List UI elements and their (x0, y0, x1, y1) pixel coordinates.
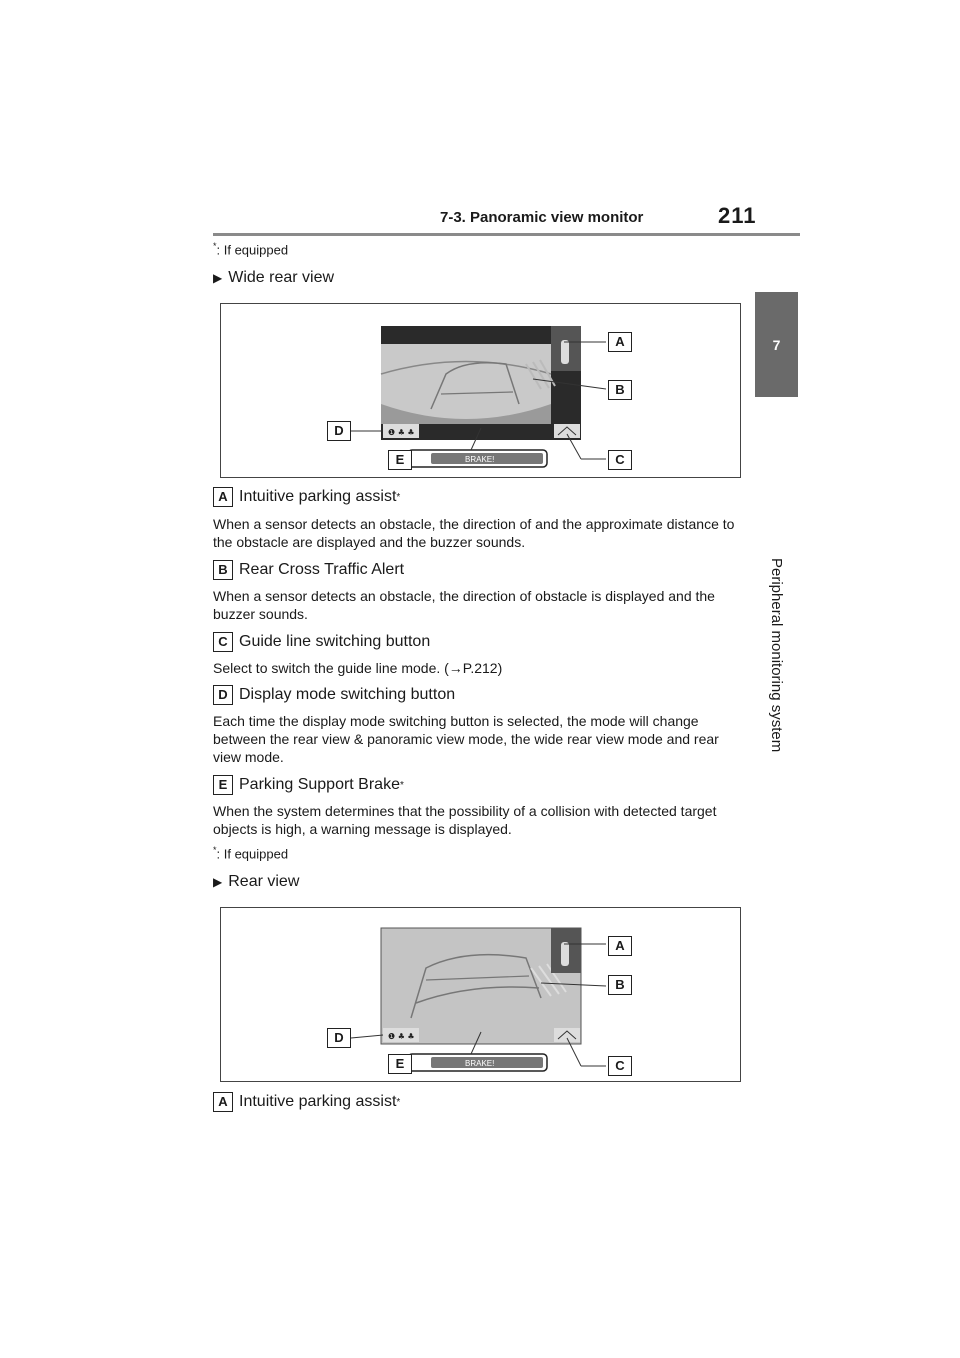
guide-line-button (554, 424, 580, 438)
wide-rear-view-figure (220, 303, 741, 478)
bottom-item-a-title: Intuitive parking assist (239, 1093, 397, 1110)
rear-view-heading (213, 873, 299, 891)
svg-text:❶ ♣ ♣: ❶ ♣ ♣ (388, 428, 415, 437)
callout-e: E (388, 1054, 412, 1074)
bullet-arrow-icon: ▶ (213, 271, 223, 285)
chapter-title: Peripheral monitoring system (768, 558, 785, 753)
footnote-text: : If equipped (216, 242, 289, 258)
footnote-2-text: : If equipped (216, 846, 289, 862)
callout-c: C (608, 1056, 632, 1076)
item-c-heading (213, 632, 430, 652)
rear-view-label: Rear view (228, 873, 300, 890)
footnote-marker: * (213, 241, 217, 251)
item-e-description: When the system determines that the possibility of a collision with detected target objects is high, a warning message is displayed. (213, 803, 717, 837)
item-e-asterisk: * (399, 779, 404, 791)
item-a-heading (213, 487, 400, 507)
item-b-badge: B (213, 560, 233, 580)
item-a-title: Intuitive parking assist (239, 488, 397, 505)
item-a-asterisk: * (396, 491, 401, 503)
rear-view-figure (220, 907, 741, 1082)
footnote-2 (213, 845, 288, 861)
item-c-title: Guide line switching button (239, 633, 431, 650)
page-number: 211 (718, 203, 757, 228)
bottom-item-a-badge: A (213, 1092, 233, 1112)
item-c-description (213, 659, 748, 677)
callout-b: B (608, 975, 632, 995)
svg-text:❶ ♣ ♣: ❶ ♣ ♣ (388, 1032, 415, 1041)
brake-warning-label: BRAKE! (465, 1059, 495, 1068)
footnote-2-marker: * (213, 845, 217, 855)
item-d-heading (213, 685, 455, 705)
item-c-desc-suffix: ) (497, 660, 503, 676)
bullet-arrow-icon: ▶ (213, 875, 223, 889)
item-b-description: When a sensor detects an obstacle, the direction of obstacle is displayed and the buzzer sounds. (213, 588, 715, 622)
wide-rear-view-illustration (221, 304, 740, 477)
item-e-title: Parking Support Brake (239, 776, 400, 793)
page-reference-link[interactable]: P.212 (462, 660, 498, 676)
bottom-item-a-heading (213, 1092, 400, 1112)
callout-d: D (327, 421, 351, 441)
callout-e: E (388, 450, 412, 470)
wide-rear-view-heading (213, 269, 334, 287)
item-c-desc-prefix: Select to switch the guide line mode. ( (213, 660, 449, 676)
callout-a: A (608, 332, 632, 352)
item-d-description: Each time the display mode switching button is selected, the mode will change between the rear view & panoramic view mode, the wide rear view mode and rear view mode. (213, 713, 719, 765)
callout-b: B (608, 380, 632, 400)
item-d-badge: D (213, 685, 233, 705)
callout-d: D (327, 1028, 351, 1048)
item-a-badge: A (213, 487, 233, 507)
footnote (213, 241, 288, 257)
chapter-tab (755, 292, 798, 397)
callout-c: C (608, 450, 632, 470)
item-b-title: Rear Cross Traffic Alert (239, 561, 405, 578)
item-e-badge: E (213, 775, 233, 795)
chapter-number: 7 (772, 336, 781, 353)
brake-warning-label: BRAKE! (465, 455, 495, 464)
item-e-heading (213, 775, 404, 795)
header-rule (213, 233, 800, 236)
guide-line-button (554, 1028, 580, 1042)
item-c-badge: C (213, 632, 233, 652)
arrow-right-icon: → (448, 660, 463, 676)
item-b-heading (213, 560, 404, 580)
item-a-description: When a sensor detects an obstacle, the direction of and the approximate distance to the obstacle are displayed and the buzzer sounds. (213, 516, 735, 550)
section-title: 7-3. Panoramic view monitor (440, 209, 644, 226)
wide-rear-view-label: Wide rear view (228, 269, 335, 286)
item-d-title: Display mode switching button (239, 686, 456, 703)
bottom-item-a-asterisk: * (396, 1096, 401, 1108)
callout-a: A (608, 936, 632, 956)
rear-view-illustration (221, 908, 740, 1081)
